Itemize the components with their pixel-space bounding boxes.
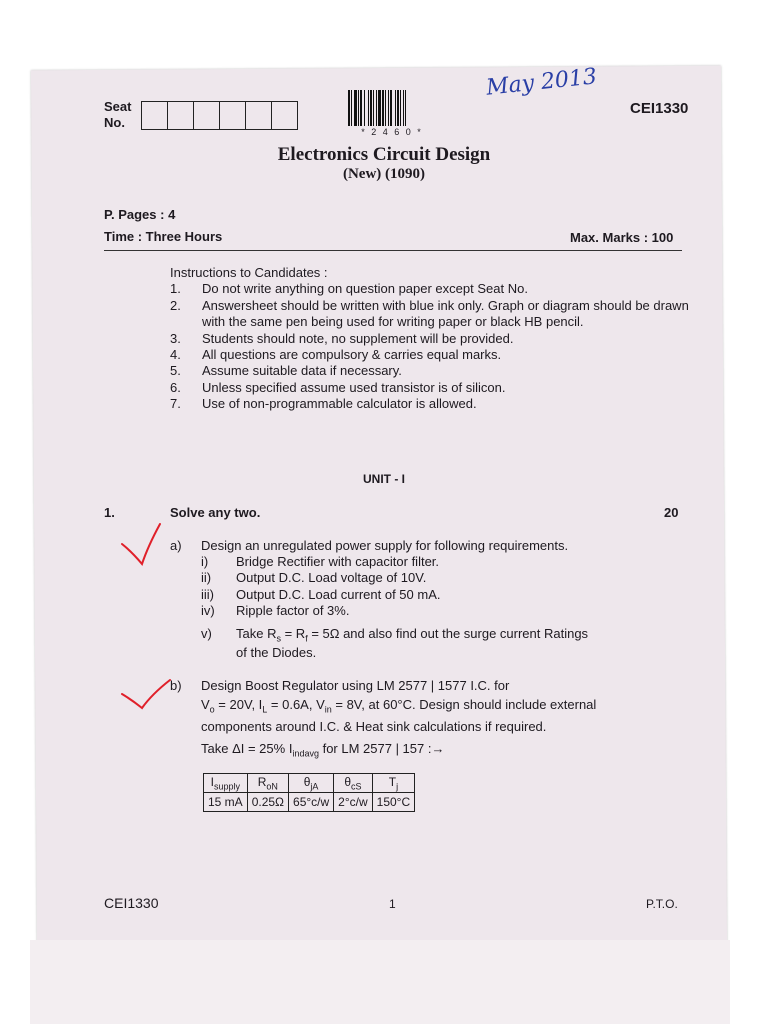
table-header-cell: [204, 774, 248, 793]
table-header-row: [204, 774, 415, 793]
seat-box: [141, 101, 168, 130]
header-symbol: θ: [303, 775, 311, 789]
unit-heading: UNIT - I: [363, 472, 405, 486]
requirement-item: [201, 570, 441, 586]
instructions-heading: Instructions to Candidates :: [170, 265, 328, 280]
requirement-text: Ripple factor of 3%.: [236, 603, 350, 619]
header-subscript: jA: [310, 781, 319, 792]
exam-subtitle: (New) (1090): [342, 166, 426, 182]
part-a-v-num: v): [201, 626, 212, 641]
exam-time: Time : Three Hours: [104, 229, 223, 244]
seat-box: [167, 101, 194, 130]
instruction-text: All questions are compulsory & carries equal marks.: [202, 347, 502, 363]
table-header-cell: [289, 774, 334, 793]
table-cell: 65°c/w: [289, 793, 334, 812]
barcode-bar: [405, 90, 406, 126]
instruction-text: Students should note, no supplement will be provided.: [202, 330, 514, 346]
barcode-bar: [360, 90, 362, 126]
table-header-cell: [334, 774, 372, 793]
footer-paper-code: CEI1330: [104, 895, 159, 911]
barcode-bar: [370, 90, 372, 126]
part-a-v-text-cont: of the Diodes.: [236, 645, 317, 660]
barcode-bar: [403, 90, 404, 126]
barcode-bar: [348, 90, 350, 126]
requirement-item: [201, 587, 441, 603]
max-marks: Max. Marks : 100: [570, 230, 674, 245]
header-symbol: θ: [344, 775, 351, 789]
instruction-text: Unless specified assume used transistor is of silicon.: [202, 379, 506, 395]
requirement-text: Output D.C. Load voltage of 10V.: [236, 570, 427, 586]
barcode-bar: [376, 90, 377, 126]
barcode-bar: [378, 90, 381, 126]
exam-title: Electronics Circuit Design: [277, 144, 491, 165]
red-tick-icon: [118, 676, 174, 716]
barcode-bar: [368, 90, 369, 126]
barcode-bar: [364, 90, 365, 126]
page-count: P. Pages : 4: [104, 207, 176, 222]
header-divider: [104, 250, 682, 251]
table-cell: 150°C: [372, 793, 415, 812]
requirement-item: [201, 603, 441, 619]
barcode-bar: [395, 90, 396, 126]
part-b-take: Take ΔI = 25% $I_{indavg}$ for LM 2577 | 157 :→: [201, 741, 445, 759]
instruction-number: 6.: [170, 379, 181, 395]
header-subscript: j: [396, 781, 399, 792]
instruction-number: 7.: [170, 396, 181, 412]
requirement-text: Output D.C. Load current of 50 mA.: [236, 586, 441, 602]
question-number: 1.: [104, 505, 115, 520]
header-subscript: oN: [266, 781, 278, 792]
barcode-bar: [354, 90, 357, 126]
barcode-bar: [382, 90, 384, 126]
barcode: [348, 90, 432, 126]
requirement-number: i): [201, 554, 209, 569]
barcode-bar: [385, 90, 386, 126]
instruction-item: [170, 281, 690, 297]
handwritten-date: May 2013: [484, 64, 599, 101]
barcode-bar: [373, 90, 374, 126]
part-b-line3: components around I.C. & Heat sink calculations if required.: [201, 719, 547, 734]
requirement-number: iv): [201, 603, 215, 619]
header-symbol: I: [210, 775, 214, 789]
seat-number-label: Seat No.: [104, 99, 132, 130]
table-header-cell: [372, 774, 415, 793]
instruction-text: Assume suitable data if necessary.: [202, 363, 402, 379]
part-b-label: b): [170, 678, 182, 693]
paper-sheet: [31, 66, 727, 949]
part-b-line1: Design Boost Regulator using LM 2577 | 1577 I.C. for: [201, 678, 510, 693]
part-a-text: Design an unregulated power supply for following requirements.: [201, 538, 569, 553]
table-cell: 0.25Ω: [247, 793, 288, 812]
seat-number-boxes: [142, 101, 298, 130]
barcode-bar: [358, 90, 359, 126]
part-a-label: a): [170, 538, 182, 553]
part-b-line2: $V_o = 20V$, $I_L = 0.6A$, $V_{in} = 8V$, at 60°C. Design should include external: [201, 697, 597, 715]
requirement-number: ii): [201, 570, 212, 586]
header-subscript: supply: [214, 781, 241, 792]
next-page-edge: [30, 940, 730, 1024]
seat-box: [193, 101, 220, 130]
table-row: [204, 793, 415, 812]
instructions-block: [170, 265, 690, 413]
instruction-text: Answersheet should be written with blue ink only. Graph or diagram should be drawn with the same pen being used for writing paper or black HB pencil.: [202, 297, 689, 330]
barcode-bar: [390, 90, 392, 126]
pto-label: P.T.O.: [646, 897, 678, 911]
red-tick-icon: [118, 518, 166, 570]
instruction-number: 1.: [170, 281, 181, 297]
instruction-item: [170, 331, 690, 347]
paper-code: CEI1330: [630, 100, 689, 117]
spec-table: [203, 773, 415, 812]
requirement-item: [201, 554, 441, 570]
question-instruction: Solve any two.: [170, 505, 261, 520]
instructions-list: [170, 281, 690, 412]
header-symbol: T: [388, 775, 397, 789]
requirement-text: Bridge Rectifier with capacitor filter.: [236, 554, 440, 569]
barcode-bar: [388, 90, 389, 126]
barcode-bar: [351, 90, 352, 126]
table-cell: 2°c/w: [334, 793, 372, 812]
barcode-number: * 2 4 6 0 *: [361, 127, 423, 137]
table-cell: 15 mA: [204, 793, 248, 812]
seat-box: [245, 101, 272, 130]
instruction-item: [170, 347, 690, 363]
instruction-item: [170, 298, 690, 331]
seat-box: [271, 101, 298, 130]
header-symbol: R: [257, 775, 267, 789]
header-subscript: cS: [351, 781, 362, 792]
instruction-number: 2.: [170, 297, 181, 313]
instruction-number: 5.: [170, 363, 181, 379]
table-header-cell: [247, 774, 288, 793]
part-a-v-text: Take $R_s = R_f = 5\Omega$ and also find out the surge current Ratings: [236, 626, 589, 644]
barcode-bar: [397, 90, 399, 126]
instruction-item: [170, 380, 690, 396]
instruction-text: Do not write anything on question paper except Seat No.: [202, 281, 528, 297]
instruction-text: Use of non-programmable calculator is allowed.: [202, 396, 477, 412]
page-number: 1: [389, 897, 396, 911]
question-marks: 20: [664, 505, 679, 520]
part-a-requirements: [201, 554, 441, 620]
barcode-bar: [400, 90, 401, 126]
instruction-item: [170, 363, 690, 379]
instruction-number: 3.: [170, 330, 181, 346]
instruction-number: 4.: [170, 347, 181, 363]
requirement-number: iii): [201, 586, 214, 602]
seat-box: [219, 101, 246, 130]
instruction-item: [170, 396, 690, 412]
